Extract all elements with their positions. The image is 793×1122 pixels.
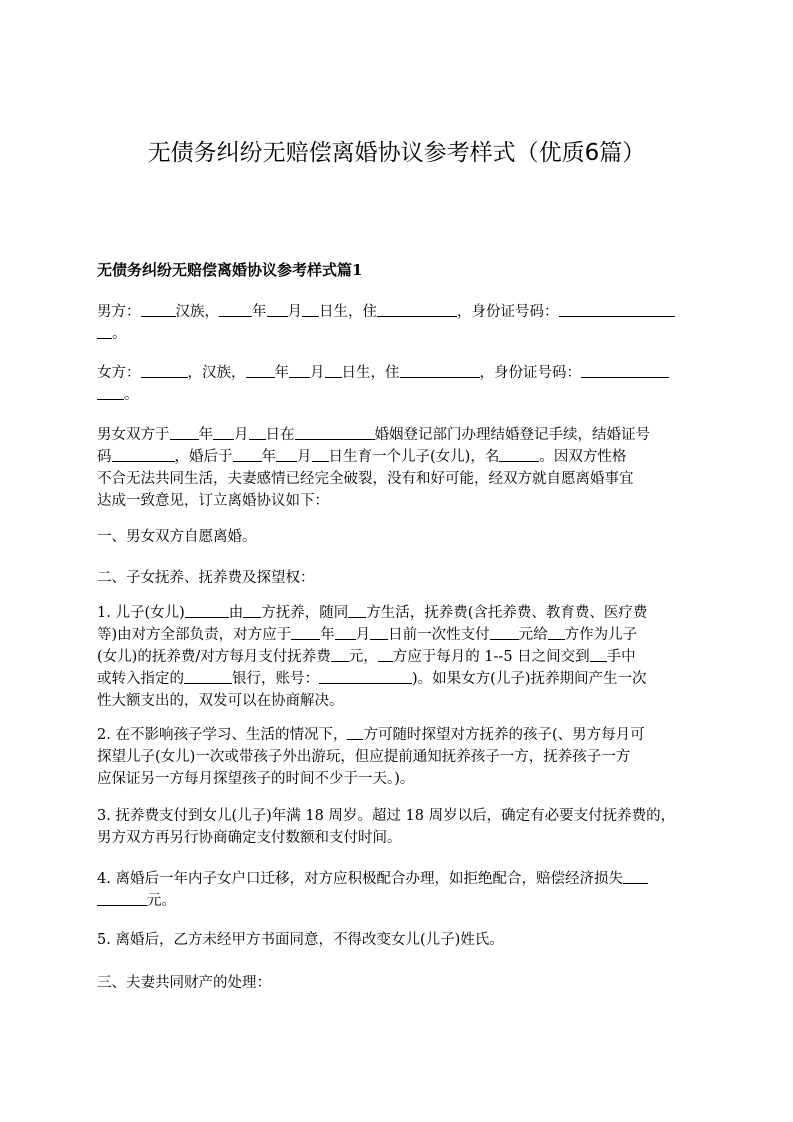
text-segment: 男方双方再另行协商确定支付数额和支付时间。 bbox=[97, 830, 402, 846]
paragraph-intro bbox=[97, 424, 717, 512]
text-segment: 月 bbox=[287, 304, 302, 320]
fill-in-blank bbox=[302, 301, 319, 317]
paragraph-man bbox=[97, 301, 717, 345]
fill-in-blank bbox=[581, 362, 669, 378]
text-segment: 方可随时探望对方抚养的孩子(、男方每月可 bbox=[363, 727, 645, 743]
text-segment: 年 bbox=[274, 365, 289, 381]
text-segment: 。 bbox=[112, 326, 127, 342]
text-line bbox=[97, 362, 717, 384]
paragraph-item2-2 bbox=[97, 724, 717, 790]
text-line bbox=[97, 972, 717, 994]
text-segment: 男方： bbox=[97, 304, 141, 320]
fill-in-blank bbox=[233, 446, 262, 462]
text-segment: 探望儿子(女儿)一次或带孩子外出游玩，但应提前通知抚养孩子一方，抚养孩子一方 bbox=[97, 749, 631, 765]
text-segment: 月 bbox=[355, 627, 371, 643]
text-segment: 4. 离婚后一年内子女户口迁移，对方应积极配合办理，如拒绝配合，赔偿经济损失 bbox=[97, 871, 623, 887]
text-segment: 5. 离婚后，乙方未经甲方书面同意，不得改变女儿(儿子)姓氏。 bbox=[97, 932, 504, 948]
text-line bbox=[97, 929, 717, 951]
text-segment: 元。 bbox=[147, 893, 176, 909]
text-line bbox=[97, 646, 717, 668]
text-segment: 码 bbox=[97, 449, 112, 465]
text-segment: 元给 bbox=[518, 627, 548, 643]
paragraph-item2-3 bbox=[97, 805, 717, 849]
text-line bbox=[97, 490, 717, 512]
text-segment: ，婚后于 bbox=[174, 449, 233, 465]
fill-in-blank bbox=[170, 424, 199, 440]
text-line bbox=[97, 424, 717, 446]
fill-in-blank bbox=[331, 646, 349, 662]
text-segment: 由 bbox=[228, 605, 244, 621]
text-line bbox=[97, 724, 717, 746]
text-line bbox=[97, 805, 717, 827]
fill-in-blank bbox=[499, 446, 539, 462]
fill-in-blank bbox=[219, 301, 252, 317]
paragraph-woman bbox=[97, 362, 717, 406]
text-segment: 方抚养，随同 bbox=[261, 605, 349, 621]
text-line bbox=[97, 868, 717, 890]
document-title: 无债务纠纷无赔偿离婚协议参考样式（优质6篇） bbox=[147, 140, 646, 166]
text-segment: 年 bbox=[261, 449, 276, 465]
text-segment: 一、男女双方自愿离婚。 bbox=[97, 529, 257, 545]
text-segment: 。 bbox=[124, 387, 139, 403]
text-segment: 元， bbox=[348, 649, 378, 665]
text-line bbox=[97, 827, 717, 849]
text-line bbox=[97, 446, 717, 468]
text-segment: ，汉族， bbox=[187, 365, 246, 381]
fill-in-blank bbox=[97, 890, 147, 906]
text-segment: 或转入指定的 bbox=[97, 671, 184, 687]
text-segment: 月 bbox=[297, 449, 312, 465]
text-segment: 3. 抚养费支付到女儿(儿子)年满 18 周岁。超过 18 周岁以后，确定有必要支付抚养费的， bbox=[97, 808, 676, 824]
text-segment: 三、夫妻共同财产的处理： bbox=[97, 975, 271, 991]
text-line bbox=[97, 602, 717, 624]
fill-in-blank bbox=[249, 424, 266, 440]
fill-in-blank bbox=[246, 362, 275, 378]
fill-in-blank bbox=[291, 624, 320, 640]
fill-in-blank bbox=[623, 868, 648, 884]
text-segment: 二、子女抚养、抚养费及探望权： bbox=[97, 570, 315, 586]
fill-in-blank bbox=[276, 446, 297, 462]
text-segment: 手中 bbox=[606, 649, 636, 665]
text-segment: 女方： bbox=[97, 365, 141, 381]
text-line bbox=[97, 690, 717, 712]
paragraph-item2 bbox=[97, 567, 717, 589]
fill-in-blank bbox=[319, 668, 412, 684]
text-segment: 性大额支出的，双发可以在协商解决。 bbox=[97, 693, 344, 709]
text-line bbox=[97, 768, 717, 790]
fill-in-blank bbox=[548, 624, 565, 640]
text-segment: 男女双方于 bbox=[97, 427, 170, 443]
text-segment: 婚姻登记部门办理结婚登记手续，结婚证号 bbox=[374, 427, 650, 443]
fill-in-blank bbox=[312, 446, 329, 462]
text-segment: 等)由对方全部负责，对方应于 bbox=[97, 627, 292, 643]
text-segment: 应保证另一方每月探望孩子的时间不少于一天。)。 bbox=[97, 771, 415, 787]
text-segment: 年 bbox=[320, 627, 335, 643]
text-line bbox=[97, 746, 717, 768]
text-line bbox=[97, 624, 717, 646]
paragraph-item3 bbox=[97, 972, 717, 994]
text-segment: ，身份证号码： bbox=[479, 365, 581, 381]
fill-in-blank bbox=[325, 362, 342, 378]
fill-in-blank bbox=[141, 301, 176, 317]
fill-in-blank bbox=[289, 362, 310, 378]
fill-in-blank bbox=[112, 446, 175, 462]
fill-in-blank bbox=[370, 624, 388, 640]
text-segment: 汉族， bbox=[175, 304, 219, 320]
text-segment: 日生育一个儿子(女儿)，名 bbox=[328, 449, 500, 465]
text-segment: )。如果女方(儿子)抚养期间产生一次 bbox=[412, 671, 647, 687]
text-segment: 方应于每月的 1--5 日之间交到 bbox=[392, 649, 590, 665]
fill-in-blank bbox=[348, 602, 366, 618]
fill-in-blank bbox=[377, 301, 457, 317]
text-line bbox=[97, 301, 717, 323]
paragraph-item2-5 bbox=[97, 929, 717, 951]
fill-in-blank bbox=[378, 646, 393, 662]
text-segment: 2. 在不影响孩子学习、生活的情况下， bbox=[97, 727, 348, 743]
section-title: 无债务纠纷无赔偿离婚协议参考样式篇1 bbox=[97, 261, 363, 279]
fill-in-blank bbox=[184, 668, 232, 684]
fill-in-blank bbox=[141, 362, 188, 378]
fill-in-blank bbox=[97, 384, 124, 400]
text-segment: 银行，账号： bbox=[232, 671, 319, 687]
text-segment: 年 bbox=[198, 427, 213, 443]
text-line bbox=[97, 384, 717, 406]
fill-in-blank bbox=[97, 323, 112, 339]
text-segment: 月 bbox=[234, 427, 249, 443]
fill-in-blank bbox=[347, 724, 363, 740]
fill-in-blank bbox=[243, 602, 261, 618]
text-segment: 月 bbox=[310, 365, 325, 381]
fill-in-blank bbox=[490, 624, 519, 640]
fill-in-blank bbox=[559, 301, 675, 317]
text-segment: 方生活，抚养费(含托养费、教育费、医疗费 bbox=[366, 605, 648, 621]
text-segment: 日前一次性支付 bbox=[388, 627, 490, 643]
text-segment: ，身份证号码： bbox=[457, 304, 559, 320]
fill-in-blank bbox=[400, 362, 480, 378]
fill-in-blank bbox=[295, 424, 375, 440]
text-segment: 日在 bbox=[265, 427, 295, 443]
text-segment: 日生，住 bbox=[319, 304, 377, 320]
text-line bbox=[97, 890, 717, 912]
paragraph-item2-1 bbox=[97, 602, 717, 712]
paragraph-item2-4 bbox=[97, 868, 717, 912]
text-line bbox=[97, 668, 717, 690]
text-segment: (女儿)的抚养费/对方每月支付抚养费 bbox=[97, 649, 331, 665]
text-segment: 。因双方性格 bbox=[539, 449, 627, 465]
text-segment: 达成一致意见，订立离婚协议如下： bbox=[97, 493, 329, 509]
text-line bbox=[97, 526, 717, 548]
paragraph-item1 bbox=[97, 526, 717, 548]
text-segment: 1. 儿子(女儿) bbox=[97, 605, 185, 621]
text-line bbox=[97, 468, 717, 490]
text-segment: 年 bbox=[252, 304, 267, 320]
text-segment: 不合无法共同生活，夫妻感情已经完全破裂，没有和好可能，经双方就自愿离婚事宜 bbox=[97, 471, 634, 487]
text-segment: 方作为儿子 bbox=[564, 627, 638, 643]
fill-in-blank bbox=[267, 301, 288, 317]
fill-in-blank bbox=[335, 624, 356, 640]
fill-in-blank bbox=[185, 602, 229, 618]
text-line bbox=[97, 567, 717, 589]
fill-in-blank bbox=[213, 424, 234, 440]
text-line bbox=[97, 323, 717, 345]
fill-in-blank bbox=[590, 646, 607, 662]
text-segment: 日生，住 bbox=[341, 365, 400, 381]
